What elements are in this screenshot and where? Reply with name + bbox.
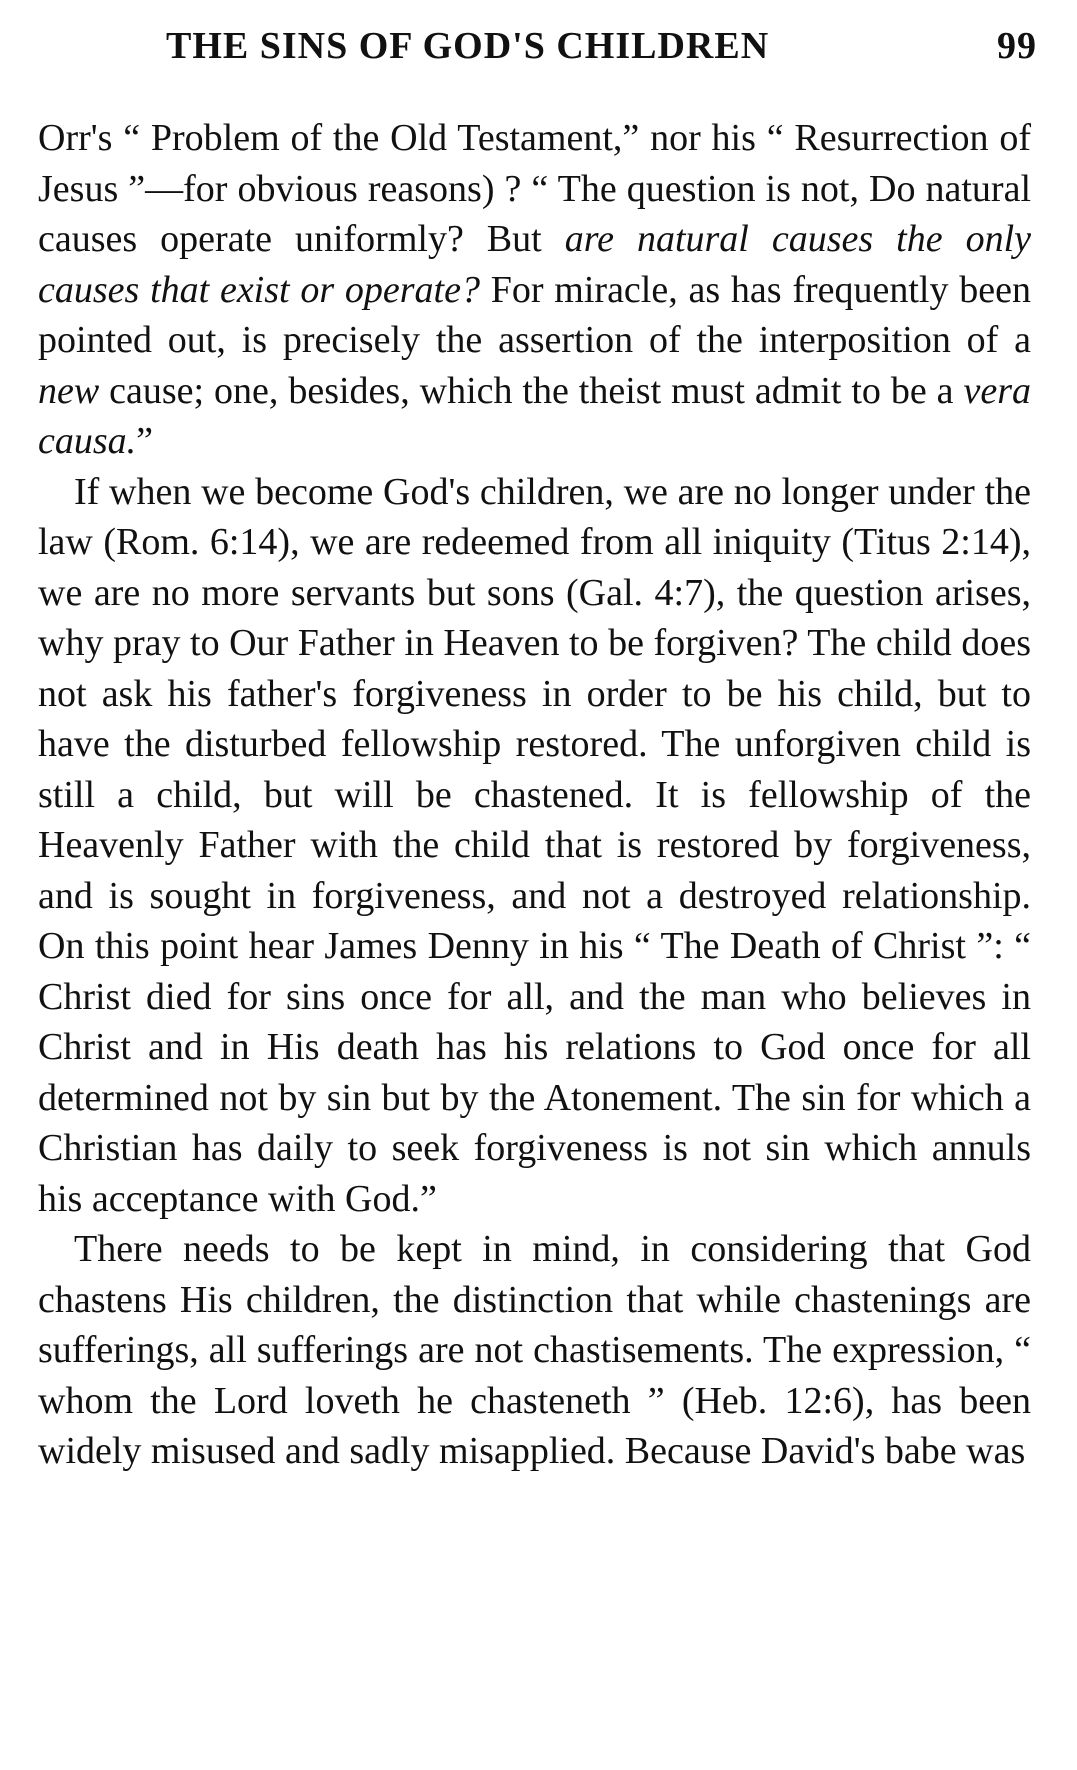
text-segment: cause; one, besides, which the theist must admit to be a	[99, 369, 964, 412]
italic-text: vera causa.	[38, 369, 1031, 462]
page-number: 99	[997, 25, 1037, 67]
text-segment: If when we become God's children, we are no longer under the law (Rom. 6:14), we are redeemed from all iniquity (Titus 2:14), we are no more servants but sons (Gal. 4:7), the question arises, why pray to Our Father in Heaven to be forgiven? The child does not ask his father's forgiveness in order to be his child, but to have the disturbed fellowship restored. The unforgiven child is still a child, but will be chastened. It is fellowship of the Heavenly Father with the child that is restored by forgiveness, and is sought in forgiveness, and not a destroyed relationship. On this point hear James Denny in his “ The Death of Christ ”: “ Christ died for sins once for all, and the man who believes in Christ and in His death has his relations to God once for all determined not by sin but by the Atonement. The sin for which a Christian has daily to seek forgiveness is not sin which annuls his acceptance with God.”	[38, 470, 1031, 1220]
italic-text: new	[38, 369, 100, 412]
italic-text: are natural causes the only causes that exist or operate?	[38, 218, 1031, 311]
running-head	[38, 24, 1037, 84]
running-title: THE SINS OF GOD'S CHILDREN	[166, 25, 770, 67]
paragraph	[38, 467, 1031, 1225]
text-segment: There needs to be kept in mind, in considering that God chastens His children, the distinction that while chastenings are sufferings, all sufferings are not chastisements. The expression, “ whom the Lord loveth he chasteneth ” (Heb. 12:6), has been widely misused and sadly misapplied. Because David's babe was	[38, 1228, 1031, 1472]
paragraph	[38, 1224, 1031, 1477]
text-segment: Orr's “ Problem of the Old Testament,” nor his “ Resurrection of Jesus ”—for obvious reasons) ? “ The question is not, Do natural causes operate uniformly? But	[38, 117, 1031, 260]
paragraph	[38, 113, 1031, 467]
text-segment: For miracle, as has frequently been pointed out, is precisely the assertion of the interposition of a	[38, 268, 1031, 361]
text-segment: ”	[136, 420, 154, 462]
body-text	[38, 113, 1031, 1477]
